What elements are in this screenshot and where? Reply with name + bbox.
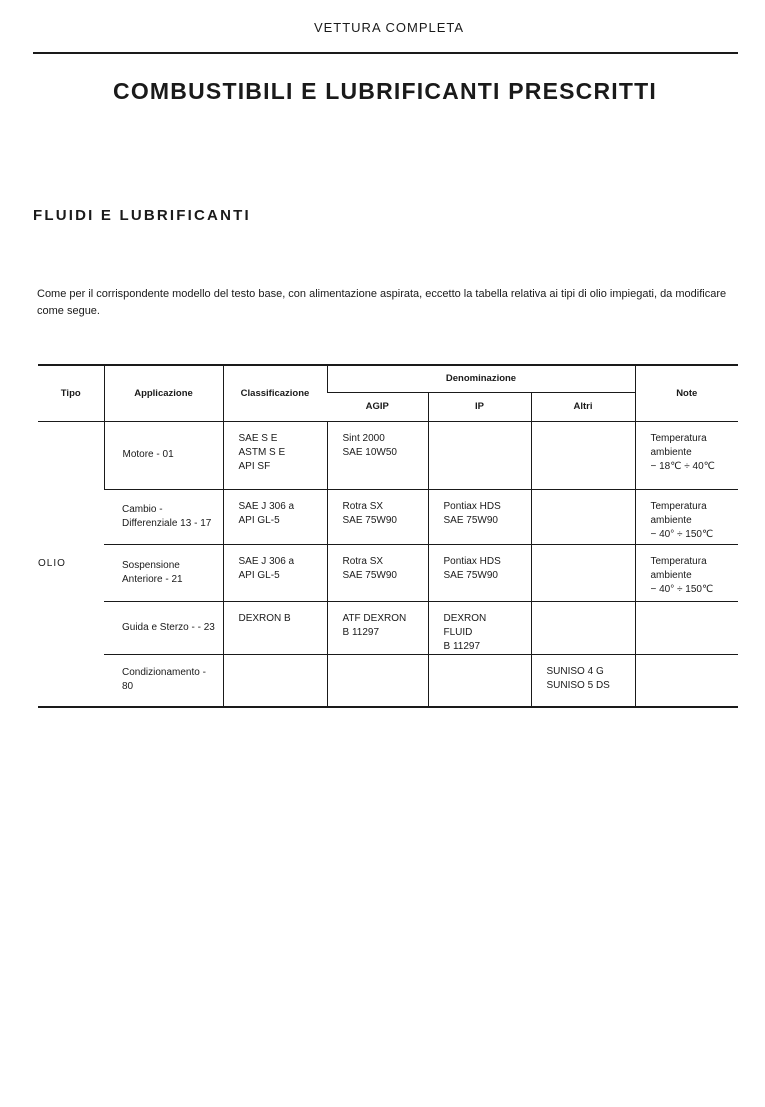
page-title: COMBUSTIBILI E LUBRIFICANTI PRESCRITTI (113, 78, 657, 104)
note-cell (635, 421, 738, 489)
table-row (38, 601, 738, 654)
classificazione-cell (223, 654, 327, 707)
ip-text: SAE 75W90 (443, 569, 498, 581)
classificazione-text: DEXRON B (238, 612, 291, 624)
classificazione-text: API SF (238, 460, 271, 472)
ip-text: Pontiax HDS (443, 500, 501, 512)
running-header: VETTURA COMPLETA (313, 20, 465, 35)
header-agip: AGIP (327, 392, 428, 421)
ip-cell (428, 489, 531, 544)
header-denominazione: Denominazione (327, 365, 635, 392)
classificazione-text: SAE J 306 a (238, 500, 295, 512)
agip-text: SAE 75W90 (342, 514, 397, 526)
classificazione-cell (223, 544, 327, 601)
header-ip: IP (428, 392, 531, 421)
agip-text: SAE 10W50 (342, 446, 397, 458)
note-text: Temperatura (650, 500, 707, 512)
classificazione-cell (223, 601, 327, 654)
agip-text: B 11297 (342, 626, 380, 638)
classificazione-cell (223, 489, 327, 544)
applicazione-cell: Motore - 01 (104, 421, 223, 489)
ip-text: SAE 75W90 (443, 514, 498, 526)
agip-cell (327, 544, 428, 601)
table-row (38, 489, 738, 544)
header-tipo: Tipo (38, 365, 104, 421)
header-applicazione: Applicazione (104, 365, 223, 421)
note-cell (635, 601, 738, 654)
altri-text: SUNISO 4 G (546, 665, 604, 677)
classificazione-cell (223, 421, 327, 489)
agip-text: Rotra SX (342, 500, 384, 512)
classificazione-text: SAE J 306 a (238, 555, 295, 567)
note-text: − 18℃ ÷ 40℃ (650, 460, 715, 472)
applicazione-cell: Guida e Sterzo - - 23 (104, 601, 223, 654)
agip-cell (327, 654, 428, 707)
agip-cell (327, 601, 428, 654)
agip-text: ATF DEXRON (342, 612, 407, 624)
note-cell (635, 544, 738, 601)
altri-text: SUNISO 5 DS (546, 679, 610, 691)
ip-cell (428, 654, 531, 707)
table-row (38, 421, 738, 489)
header-altri: Altri (531, 392, 635, 421)
ip-cell (428, 544, 531, 601)
altri-cell (531, 489, 635, 544)
agip-text: Rotra SX (342, 555, 384, 567)
altri-cell (531, 544, 635, 601)
ip-text: Pontiax HDS (443, 555, 501, 567)
header-rule (33, 52, 738, 54)
note-cell (635, 489, 738, 544)
ip-cell (428, 421, 531, 489)
table-row (38, 654, 738, 707)
note-text: ambiente (650, 514, 692, 526)
ip-text: DEXRON (443, 612, 487, 624)
applicazione-cell: Condizionamento - 80 (104, 654, 223, 707)
tipo-cell: OLIO (38, 421, 104, 707)
classificazione-text: API GL-5 (238, 514, 280, 526)
ip-cell (428, 601, 531, 654)
agip-cell (327, 489, 428, 544)
applicazione-cell: Cambio - Differenziale 13 - 17 (104, 489, 223, 544)
altri-cell (531, 654, 635, 707)
classificazione-text: SAE S E (238, 432, 278, 444)
applicazione-cell: Sospensione Anteriore - 21 (104, 544, 223, 601)
header-note: Note (635, 365, 738, 421)
note-text: ambiente (650, 569, 692, 581)
ip-text: FLUID (443, 626, 473, 638)
table-row (38, 544, 738, 601)
section-title: FLUIDI E LUBRIFICANTI (33, 207, 251, 224)
intro-paragraph: Come per il corrispondente modello del testo base, con alimentazione aspirata, eccetto la tabella relativa ai tipi di olio impiegati, da modificare come segue. (37, 288, 727, 317)
note-text: Temperatura (650, 555, 707, 567)
classificazione-text: API GL-5 (238, 569, 280, 581)
altri-cell (531, 421, 635, 489)
note-text: ambiente (650, 446, 692, 458)
classificazione-text: ASTM S E (238, 446, 286, 458)
note-cell (635, 654, 738, 707)
lubricants-table (38, 364, 738, 708)
ip-text: B 11297 (443, 640, 481, 652)
note-text: − 40° ÷ 150℃ (650, 583, 714, 595)
note-text: Temperatura (650, 432, 707, 444)
agip-cell (327, 421, 428, 489)
altri-cell (531, 601, 635, 654)
agip-text: SAE 75W90 (342, 569, 397, 581)
note-text: − 40° ÷ 150℃ (650, 528, 714, 540)
agip-text: Sint 2000 (342, 432, 385, 444)
header-classificazione: Classificazione (223, 365, 327, 421)
